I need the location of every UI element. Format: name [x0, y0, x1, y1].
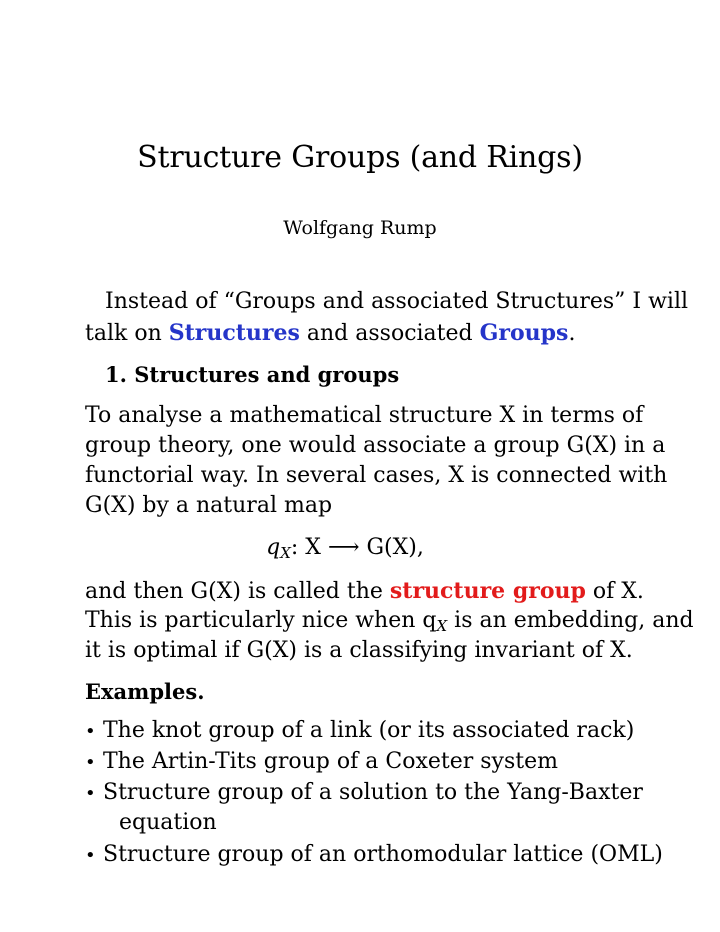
list-item-text: equation [119, 810, 217, 835]
paragraph-text: and then G(X) is called the [85, 579, 390, 604]
paragraph-line: group theory, one would associate a group G(X) in a [85, 433, 666, 458]
paragraph-line [85, 576, 644, 607]
eq-q: q [266, 535, 281, 560]
intro-line-2 [85, 318, 575, 349]
intro-line-1: Instead of “Groups and associated Structures” I will [105, 289, 689, 314]
list-item-text: Structure group of an orthomodular lattice (OML) [103, 842, 663, 867]
list-item [85, 840, 663, 871]
list-item [85, 716, 634, 747]
paragraph-line: functorial way. In several cases, X is connected with [85, 463, 668, 488]
paragraph-text: is an embedding, and [447, 608, 694, 633]
q-subscript: X [436, 617, 448, 635]
page-title: Structure Groups (and Rings) [137, 140, 583, 175]
structure-group-highlight: structure group [389, 578, 586, 604]
list-item-continuation [119, 808, 217, 838]
paragraph-text: of X. [585, 579, 644, 604]
structures-highlight: Structures [168, 320, 300, 346]
intro-text: . [568, 321, 576, 346]
list-item-text: The Artin-Tits group of a Coxeter system [103, 749, 558, 774]
groups-highlight: Groups [479, 320, 569, 346]
paragraph-line: To analyse a mathematical structure X in terms of [85, 403, 644, 428]
intro-text: talk on [85, 321, 169, 346]
display-equation [85, 533, 605, 568]
eq-subscript: X [280, 544, 291, 562]
bullet-icon: • [85, 783, 96, 804]
paragraph-text: This is particularly nice when q [85, 608, 437, 633]
section-heading: 1. Structures and groups [105, 362, 400, 387]
list-item-text: Structure group of a solution to the Yang-Baxter [103, 780, 643, 805]
examples-heading: Examples. [85, 679, 205, 704]
list-item-text: The knot group of a link (or its associated rack) [103, 718, 635, 743]
list-item [85, 747, 558, 778]
bullet-icon: • [85, 845, 96, 866]
eq-rest: : X ⟶ G(X), [290, 535, 424, 560]
author-name: Wolfgang Rump [283, 217, 437, 239]
list-item [85, 778, 643, 809]
paragraph-line: it is optimal if G(X) is a classifying invariant of X. [85, 638, 633, 663]
paragraph-line: G(X) by a natural map [85, 493, 333, 518]
bullet-icon: • [85, 721, 96, 742]
intro-text: and associated [299, 321, 480, 346]
bullet-icon: • [85, 752, 96, 773]
